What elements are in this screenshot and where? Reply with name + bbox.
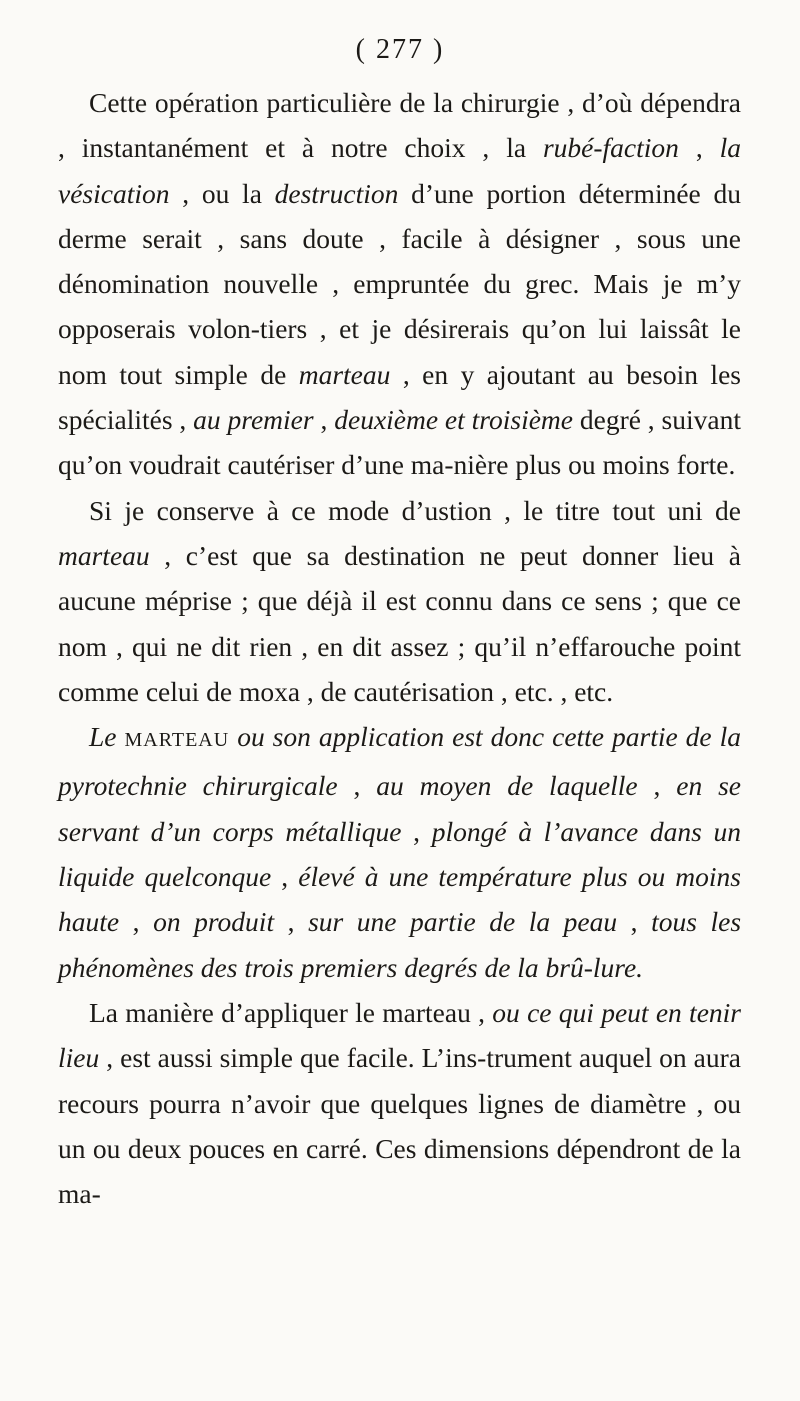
body-text bbox=[58, 80, 741, 1216]
small-caps-term: MARTEAU bbox=[124, 729, 230, 752]
text-run: La manière d’appliquer le marteau , bbox=[89, 996, 493, 1028]
paragraph-3 bbox=[58, 714, 741, 990]
text-run: , bbox=[119, 906, 154, 938]
italic-term: au moyen de laquelle bbox=[376, 770, 638, 802]
text-run: , ou la bbox=[169, 177, 275, 209]
paragraph-2 bbox=[58, 488, 741, 714]
italic-term: marteau bbox=[298, 358, 391, 390]
italic-term: au premier bbox=[193, 404, 314, 436]
paragraph-1 bbox=[58, 80, 741, 488]
italic-term: destruction bbox=[274, 177, 399, 209]
page-number: ( 277 ) bbox=[355, 34, 445, 65]
italic-term: on produit bbox=[153, 906, 275, 938]
italic-term: rubé-faction bbox=[542, 132, 679, 164]
italic-term: ou son application est donc cette partie de la pyrotechnie chirurgicale bbox=[58, 721, 742, 802]
text-run: , bbox=[271, 861, 299, 893]
text-run: , en y ajoutant au besoin les spécialités , bbox=[58, 358, 741, 436]
text-run: , est aussi simple que facile. L’ins-trument auquel on aura recours pourra n’avoir que quelques lignes de diamètre , ou un ou deux pouces en carré. Ces dimensions dépendront de la ma- bbox=[58, 1042, 741, 1210]
text-run: , bbox=[337, 770, 377, 802]
italic-term: Le bbox=[89, 721, 117, 753]
text-run: , bbox=[274, 906, 309, 938]
text-run: degré , suivant qu’on voudrait cautériser d’une ma-nière plus ou moins forte. bbox=[58, 404, 741, 481]
italic-term: sur une partie de la peau bbox=[308, 906, 618, 938]
text-run: Si je conserve à ce mode d’ustion , le titre tout uni de bbox=[89, 494, 741, 526]
text-run: d’une portion déterminée du derme serait , sans doute , facile à désigner , sous une dénomination nouvelle , empruntée du grec. Mais je m’y opposerais volon-tiers , et je désirerais qu’on lui laissât le nom tout simple de bbox=[58, 177, 741, 390]
text-run: , bbox=[401, 815, 432, 847]
text-run: , bbox=[637, 770, 677, 802]
italic-term: marteau bbox=[58, 539, 150, 571]
italic-term: en se servant d’un corps métallique bbox=[58, 770, 742, 847]
text-run: , c’est que sa destination ne peut donner lieu à aucune méprise ; que déjà il est connu dans ce sens ; que ce nom , qui ne dit rien , en dit assez ; qu’il n’effarouche point comme celui de moxa , de cautérisation , etc. , etc. bbox=[58, 539, 741, 707]
italic-term: la vésication bbox=[58, 132, 741, 209]
italic-term: élevé à une température plus ou moins haute bbox=[58, 861, 742, 938]
text-run: , bbox=[678, 132, 720, 164]
italic-term: ou ce qui peut en tenir lieu bbox=[58, 996, 741, 1074]
text-run: , bbox=[313, 404, 335, 436]
italic-term: deuxième et troisième bbox=[334, 404, 573, 436]
text-run: Cette opération particulière de la chirurgie , d’où dépendra , instantanément et à notre choix , la bbox=[58, 87, 741, 164]
paragraph-4 bbox=[58, 990, 741, 1216]
text-run: , bbox=[617, 906, 652, 938]
italic-term: plongé à l’avance dans un liquide quelconque bbox=[58, 815, 742, 893]
italic-term: tous les phénomènes des trois premiers degrés de la brû-lure. bbox=[58, 906, 742, 983]
